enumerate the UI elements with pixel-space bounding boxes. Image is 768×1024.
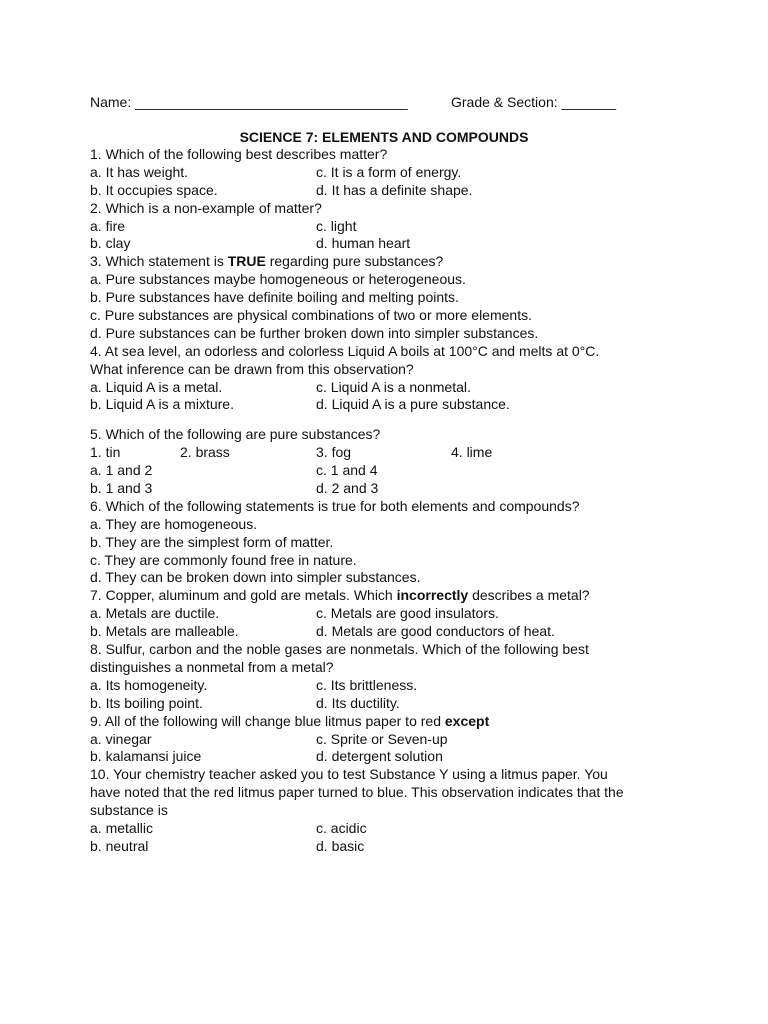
option-c: c. acidic bbox=[316, 819, 367, 836]
question-3-option-c bbox=[90, 307, 690, 325]
question-2-options-bd bbox=[90, 235, 690, 253]
worksheet-title: SCIENCE 7: ELEMENTS AND COMPOUNDS bbox=[239, 129, 529, 145]
question-1-options-ac bbox=[90, 164, 690, 182]
option-c: c. light bbox=[316, 217, 357, 234]
option-a: a. It has weight. bbox=[90, 163, 189, 180]
option-d: d. Pure substances can be further broken down into simpler substances. bbox=[90, 324, 539, 341]
option-c: c. Sprite or Seven-up bbox=[316, 730, 448, 747]
option-b: b. 1 and 3 bbox=[90, 480, 153, 497]
question-6-option-c bbox=[90, 552, 690, 570]
option-c: c. 1 and 4 bbox=[316, 462, 378, 479]
question-5-options-bd bbox=[90, 480, 690, 498]
question-8-options-bd bbox=[90, 695, 690, 713]
emphasis-except: except bbox=[444, 712, 490, 729]
item-1: 1. tin bbox=[90, 444, 121, 461]
question-text: 8. Sulfur, carbon and the noble gases are nonmetals. Which of the following best bbox=[90, 641, 589, 658]
question-5-options-ac bbox=[90, 462, 690, 480]
emphasis-true: TRUE bbox=[227, 253, 266, 270]
question-text: 6. Which of the following statements is true for both elements and compounds? bbox=[90, 497, 580, 514]
question-text-end: describes a metal? bbox=[468, 587, 590, 604]
option-a: a. fire bbox=[90, 217, 126, 234]
option-a: a. Its homogeneity. bbox=[90, 676, 208, 693]
option-a: a. They are homogeneous. bbox=[90, 515, 258, 532]
question-text: 7. Copper, aluminum and gold are metals. Which bbox=[90, 587, 397, 604]
question-text: What inference can be drawn from this observation? bbox=[90, 360, 414, 377]
option-d: d. human heart bbox=[316, 235, 411, 252]
question-3-option-a bbox=[90, 271, 690, 289]
question-6-stem bbox=[90, 498, 690, 516]
option-d: d. Its ductility. bbox=[316, 694, 400, 711]
question-3-option-d bbox=[90, 325, 690, 343]
option-c: c. It is a form of energy. bbox=[316, 163, 462, 180]
question-4-options-ac bbox=[90, 379, 690, 397]
option-c: c. Its brittleness. bbox=[316, 676, 418, 693]
question-text: have noted that the red litmus paper turned to blue. This observation indicates that the bbox=[90, 784, 624, 801]
question-2-stem bbox=[90, 200, 690, 218]
question-text: 2. Which is a non-example of matter? bbox=[90, 199, 322, 216]
question-9-stem bbox=[90, 713, 690, 731]
question-text: 3. Which statement is bbox=[90, 253, 228, 270]
option-c: c. Liquid A is a nonmetal. bbox=[316, 378, 471, 395]
option-b: b. They are the simplest form of matter. bbox=[90, 533, 334, 550]
question-5-stem bbox=[90, 426, 690, 444]
option-b: b. neutral bbox=[90, 837, 149, 854]
question-9-options-bd bbox=[90, 748, 690, 766]
question-2-options-ac bbox=[90, 218, 690, 236]
item-3: 3. fog bbox=[316, 444, 352, 461]
option-d: d. It has a definite shape. bbox=[316, 181, 473, 198]
question-7-stem bbox=[90, 587, 690, 605]
question-8-stem-line2 bbox=[90, 659, 690, 677]
question-3-stem bbox=[90, 253, 690, 271]
questions bbox=[90, 146, 690, 856]
question-text-end: regarding pure substances? bbox=[265, 253, 444, 270]
option-b: b. Its boiling point. bbox=[90, 694, 203, 711]
question-3-option-b bbox=[90, 289, 690, 307]
question-8-stem-line1 bbox=[90, 641, 690, 659]
option-a: a. metallic bbox=[90, 819, 154, 836]
question-4-stem-line2 bbox=[90, 361, 690, 379]
option-d: d. They can be broken down into simpler substances. bbox=[90, 569, 421, 586]
question-text: 4. At sea level, an odorless and colorless Liquid A boils at 100°C and melts at 0°C. bbox=[90, 342, 600, 359]
question-10-options-bd bbox=[90, 838, 690, 856]
option-a: a. Pure substances maybe homogeneous or heterogeneous. bbox=[90, 271, 466, 288]
option-a: a. Metals are ductile. bbox=[90, 605, 220, 622]
item-4: 4. lime bbox=[451, 444, 493, 461]
option-a: a. 1 and 2 bbox=[90, 462, 153, 479]
question-1-stem bbox=[90, 146, 690, 164]
name-field: Name: ___________________________________ bbox=[90, 94, 408, 110]
question-8-options-ac bbox=[90, 677, 690, 695]
option-b: b. Metals are malleable. bbox=[90, 623, 239, 640]
option-d: d. Metals are good conductors of heat. bbox=[316, 623, 555, 640]
question-1-options-bd bbox=[90, 182, 690, 200]
question-10-stem-line2 bbox=[90, 784, 690, 802]
option-d: d. Liquid A is a pure substance. bbox=[316, 396, 510, 413]
question-10-stem-line1 bbox=[90, 766, 690, 784]
question-text: 10. Your chemistry teacher asked you to test Substance Y using a litmus paper. You bbox=[90, 766, 608, 783]
question-4-stem-line1 bbox=[90, 343, 690, 361]
question-6-option-d bbox=[90, 569, 690, 587]
option-d: d. 2 and 3 bbox=[316, 480, 379, 497]
emphasis-incorrectly: incorrectly bbox=[396, 587, 469, 604]
option-b: b. Pure substances have definite boiling and melting points. bbox=[90, 289, 459, 306]
option-c: c. Metals are good insulators. bbox=[316, 605, 499, 622]
question-text: substance is bbox=[90, 802, 168, 819]
question-9-options-ac bbox=[90, 731, 690, 749]
option-b: b. clay bbox=[90, 235, 131, 252]
option-b: b. kalamansi juice bbox=[90, 748, 202, 765]
option-d: d. basic bbox=[316, 837, 365, 854]
question-text: 1. Which of the following best describes matter? bbox=[90, 146, 388, 162]
option-c: c. They are commonly found free in nature. bbox=[90, 551, 357, 568]
item-2: 2. brass bbox=[180, 444, 230, 461]
question-5-items bbox=[90, 444, 690, 462]
question-6-option-a bbox=[90, 516, 690, 534]
option-a: a. Liquid A is a metal. bbox=[90, 378, 223, 395]
question-4-options-bd bbox=[90, 396, 690, 414]
question-7-options-ac bbox=[90, 605, 690, 623]
option-b: b. Liquid A is a mixture. bbox=[90, 396, 234, 413]
question-text: 9. All of the following will change blue litmus paper to red bbox=[90, 712, 445, 729]
question-text: distinguishes a nonmetal from a metal? bbox=[90, 658, 334, 675]
question-10-options-ac bbox=[90, 820, 690, 838]
question-10-stem-line3 bbox=[90, 802, 690, 820]
question-7-options-bd bbox=[90, 623, 690, 641]
option-c: c. Pure substances are physical combinations of two or more elements. bbox=[90, 307, 532, 324]
grade-section-field: Grade & Section: _______ bbox=[451, 94, 617, 110]
question-text: 5. Which of the following are pure substances? bbox=[90, 426, 381, 443]
question-6-option-b bbox=[90, 534, 690, 552]
option-b: b. It occupies space. bbox=[90, 181, 218, 198]
option-a: a. vinegar bbox=[90, 730, 152, 747]
option-d: d. detergent solution bbox=[316, 748, 443, 765]
